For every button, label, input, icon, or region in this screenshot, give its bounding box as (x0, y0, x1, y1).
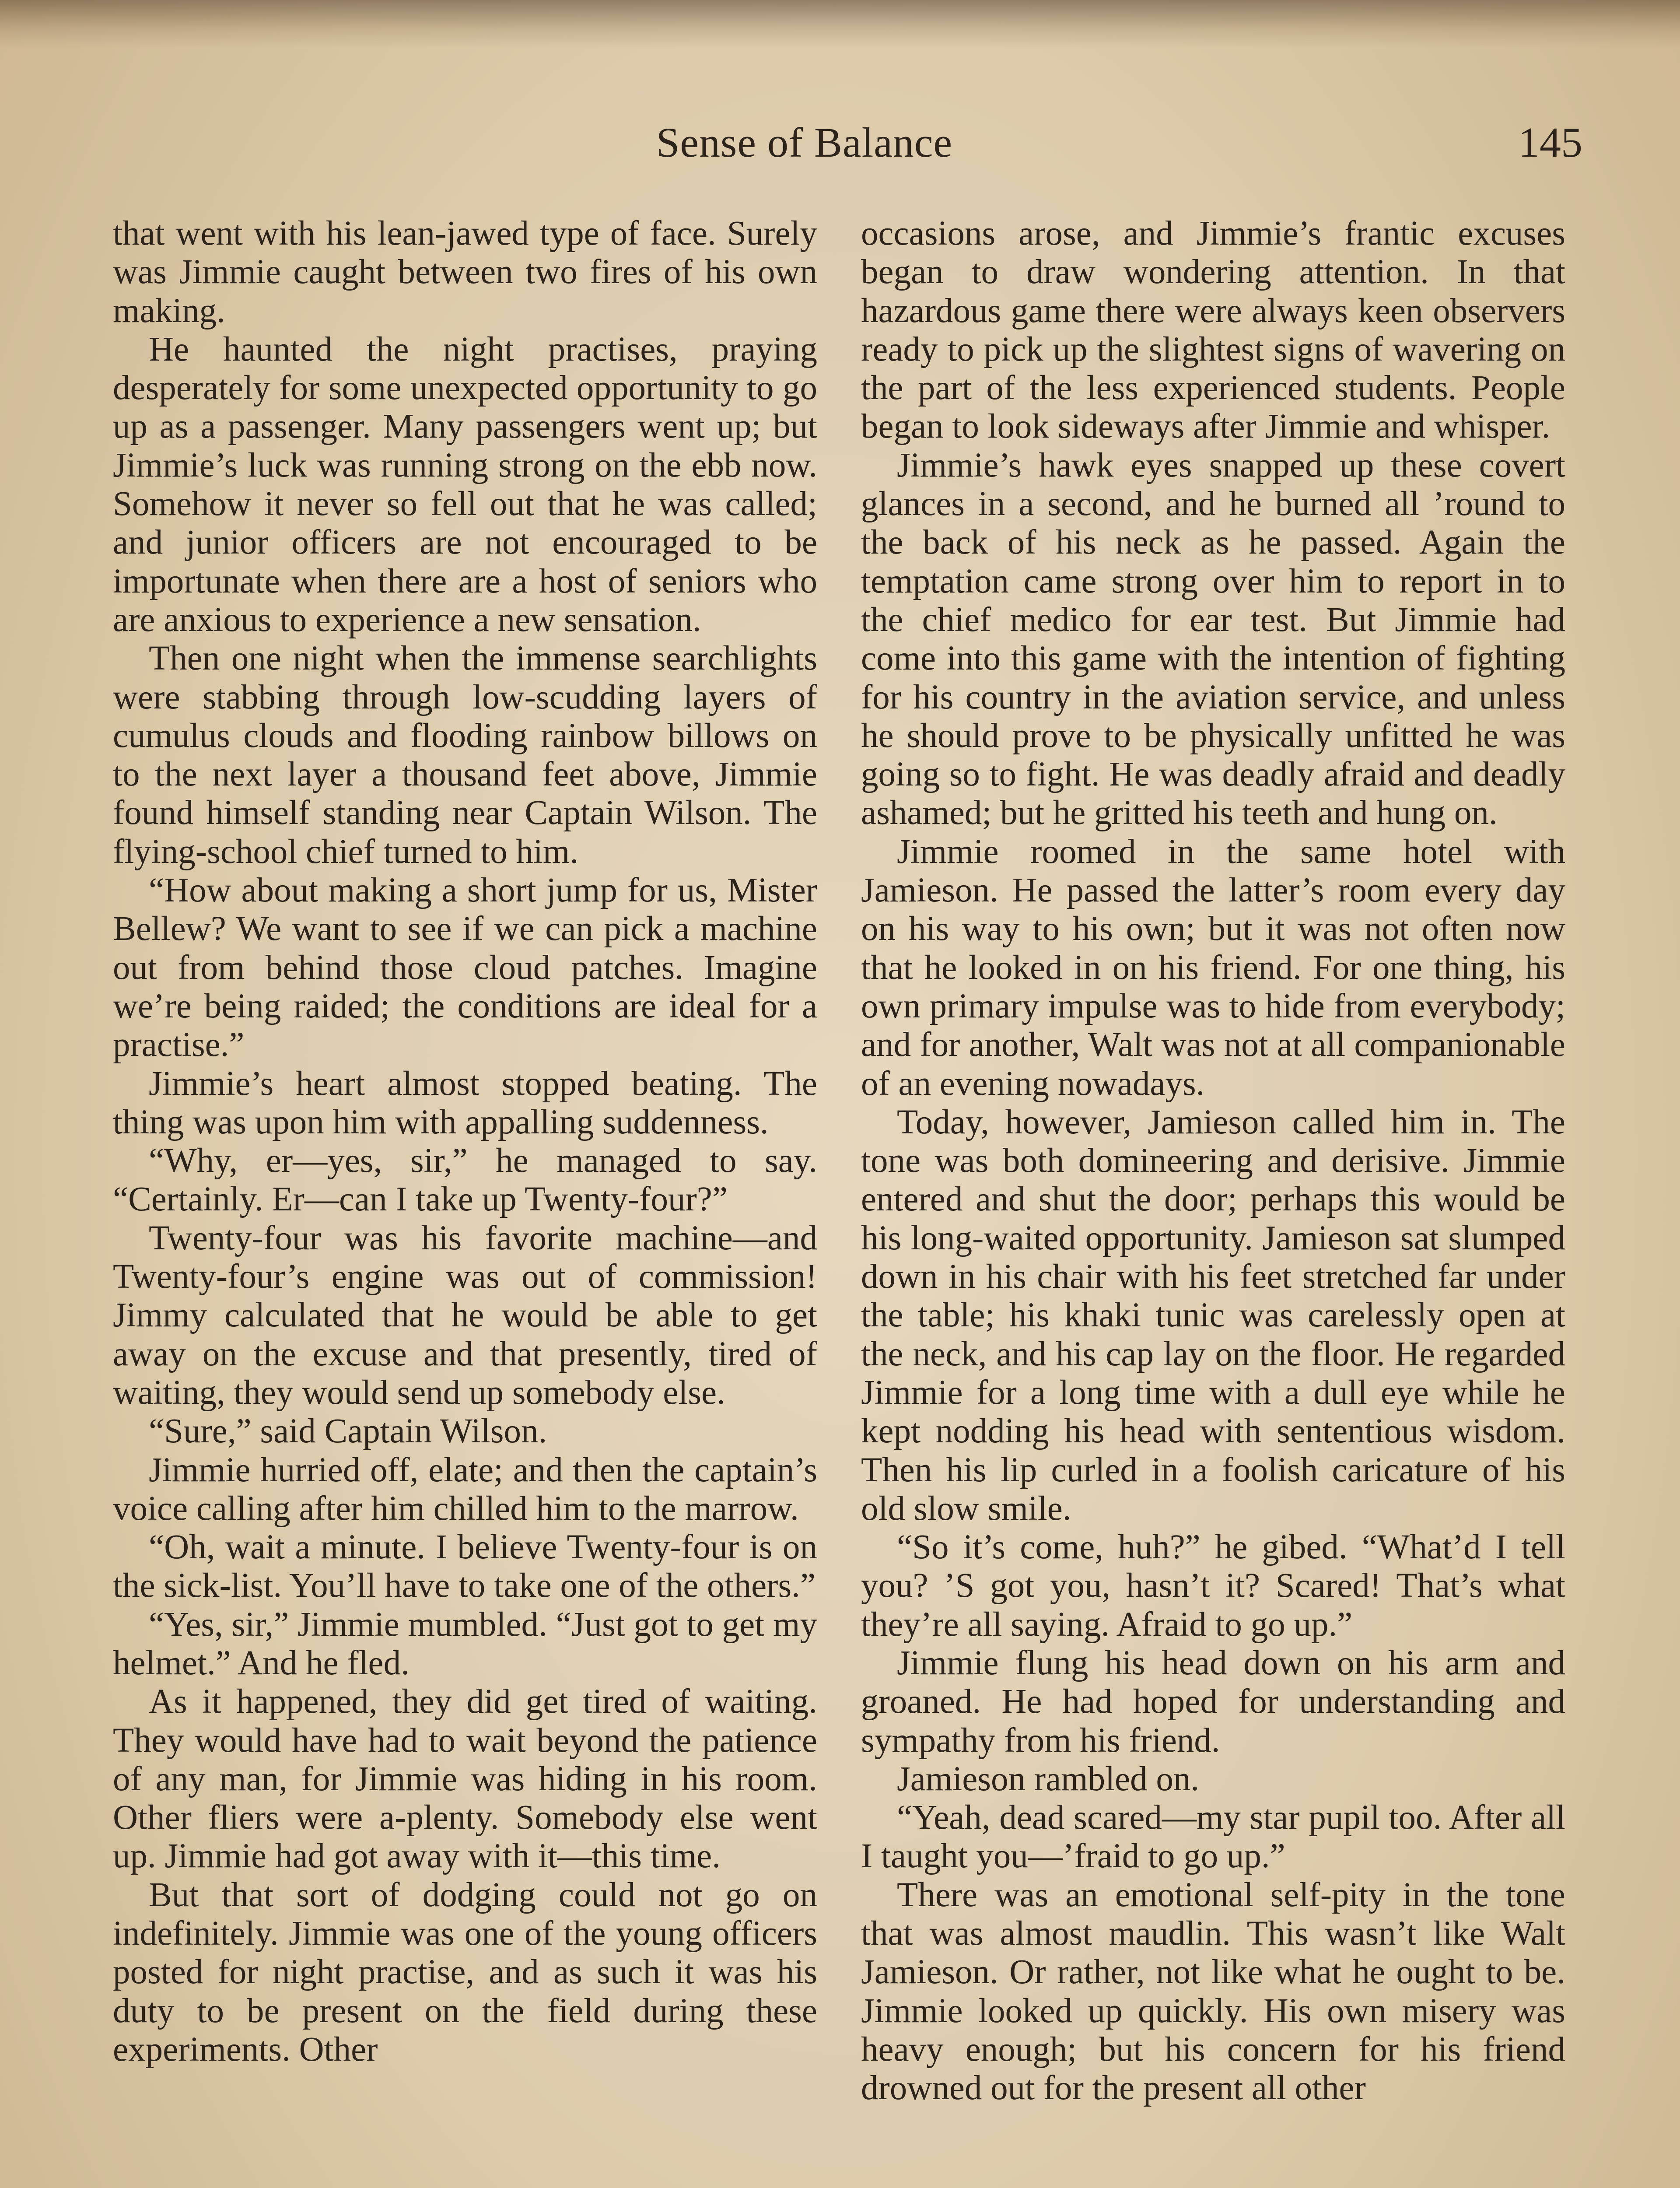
paragraph: “Sure,” said Captain Wilson. (149, 1412, 547, 1451)
paragraph: Jimmie flung his head down on his arm and groaned. He had hoped for understanding and sympathy from his friend. (861, 1644, 1565, 1760)
paragraph: Jimmie’s heart almost stopped beating. The thing was upon him with appalling suddenness. (113, 1064, 817, 1141)
paragraph: But that sort of dodging could not go on indefinitely. Jimmie was one of the young officers posted for night practise, and as such it was his duty to be present on the field during these experiments. Other (113, 1876, 817, 2069)
paragraph: Twenty-four was his favorite machine—and Twenty-four’s engine was out of commission! Jimmy calculated that he would be able to get away on the excuse and that presently, tired of waiting, they would send up somebody else. (113, 1219, 817, 1412)
paragraph: There was an emotional self-pity in the tone that was almost maudlin. This wasn’t like Walt Jamieson. Or rather, not like what he ought to be. Jimmie looked up quickly. His own misery was heavy enough; but his concern for his friend drowned out for the present all other (861, 1876, 1565, 2107)
paragraph: “Yeah, dead scared—my star pupil too. After all I taught you—’fraid to go up.” (861, 1799, 1565, 1876)
paragraph: Jimmie’s hawk eyes snapped up these covert glances in a second, and he burned all ’round to the back of his neck as he passed. Again the temptation came strong over him to report in to the chief medico for ear test. But Jimmie had come into this game with the intention of fighting for his country in the aviation service, and unless he should prove to be physically unfitted he was going so to fight. He was deadly afraid and deadly ashamed; but he gritted his teeth and hung on. (861, 446, 1565, 832)
paragraph: “How about making a short jump for us, Mister Bellew? We want to see if we can pick a machine out from behind those cloud patches. Imagine we’re being raided; the conditions are ideal for a practise.” (113, 871, 817, 1064)
paragraph: Today, however, Jamieson called him in. The tone was both domineering and derisive. Jimmie entered and shut the door; perhaps this would be his long-waited opportunity. Jamieson sat slumped down in his chair with his feet stretched far under the table; his khaki tunic was carelessly open at the neck, and his cap lay on the floor. He regarded Jimmie for a long time with a dull eye while he kept nodding his head with sententious wisdom. Then his lip curled in a foolish caricature of his old slow smile. (861, 1103, 1565, 1528)
paragraph: Jimmie roomed in the same hotel with Jamieson. He passed the latter’s room every day on his way to his own; but it was not often now that he looked in on his friend. For one thing, his own primary impulse was to hide from everybody; and for another, Walt was not at all companionable of an evening nowadays. (861, 832, 1565, 1103)
paragraph: that went with his lean-jawed type of face. Surely was Jimmie caught between two fires of his own making. (113, 214, 817, 330)
right-text-column (861, 214, 1565, 2108)
running-title: Sense of Balance (656, 119, 953, 166)
paragraph: Jimmie hurried off, elate; and then the captain’s voice calling after him chilled him to the marrow. (113, 1451, 817, 1528)
paragraph: As it happened, they did get tired of waiting. They would have had to wait beyond the patience of any man, for Jimmie was hiding in his room. Other fliers were a-plenty. Somebody else went up. Jimmie had got away with it—this time. (113, 1683, 817, 1876)
paragraph: Then one night when the immense searchlights were stabbing through low-scudding layers of cumulus clouds and flooding rainbow billows on to the next layer a thousand feet above, Jimmie found himself standing near Captain Wilson. The flying-school chief turned to him. (113, 639, 817, 871)
paragraph: Jamieson rambled on. (897, 1760, 1200, 1798)
page-number: 145 (1518, 119, 1582, 166)
paragraph: “Yes, sir,” Jimmie mumbled. “Just got to get my helmet.” And he fled. (113, 1605, 817, 1682)
paragraph: “So it’s come, huh?” he gibed. “What’d I tell you? ’S got you, hasn’t it? Scared! That’s what they’re all saying. Afraid to go up.” (861, 1528, 1565, 1644)
paragraph: occasions arose, and Jimmie’s frantic excuses began to draw wondering attention. In that hazardous game there were always keen observers ready to pick up the slightest signs of wavering on the part of the less experienced students. People began to look sideways after Jimmie and whisper. (861, 214, 1565, 446)
paragraph: He haunted the night practises, praying desperately for some unexpected opportunity to go up as a passenger. Many passengers went up; but Jimmie’s luck was running strong on the ebb now. Somehow it never so fell out that he was called; and junior officers are not encouraged to be importunate when there are a host of seniors who are anxious to experience a new sensation. (113, 330, 817, 639)
paragraph: “Oh, wait a minute. I believe Twenty-four is on the sick-list. You’ll have to take one of the others.” (113, 1528, 817, 1605)
left-text-column (113, 214, 817, 2069)
page-top-shadow (0, 0, 1680, 48)
paragraph: “Why, er—yes, sir,” he managed to say. “Certainly. Er—can I take up Twenty-four?” (113, 1142, 817, 1219)
running-header (0, 118, 1680, 175)
